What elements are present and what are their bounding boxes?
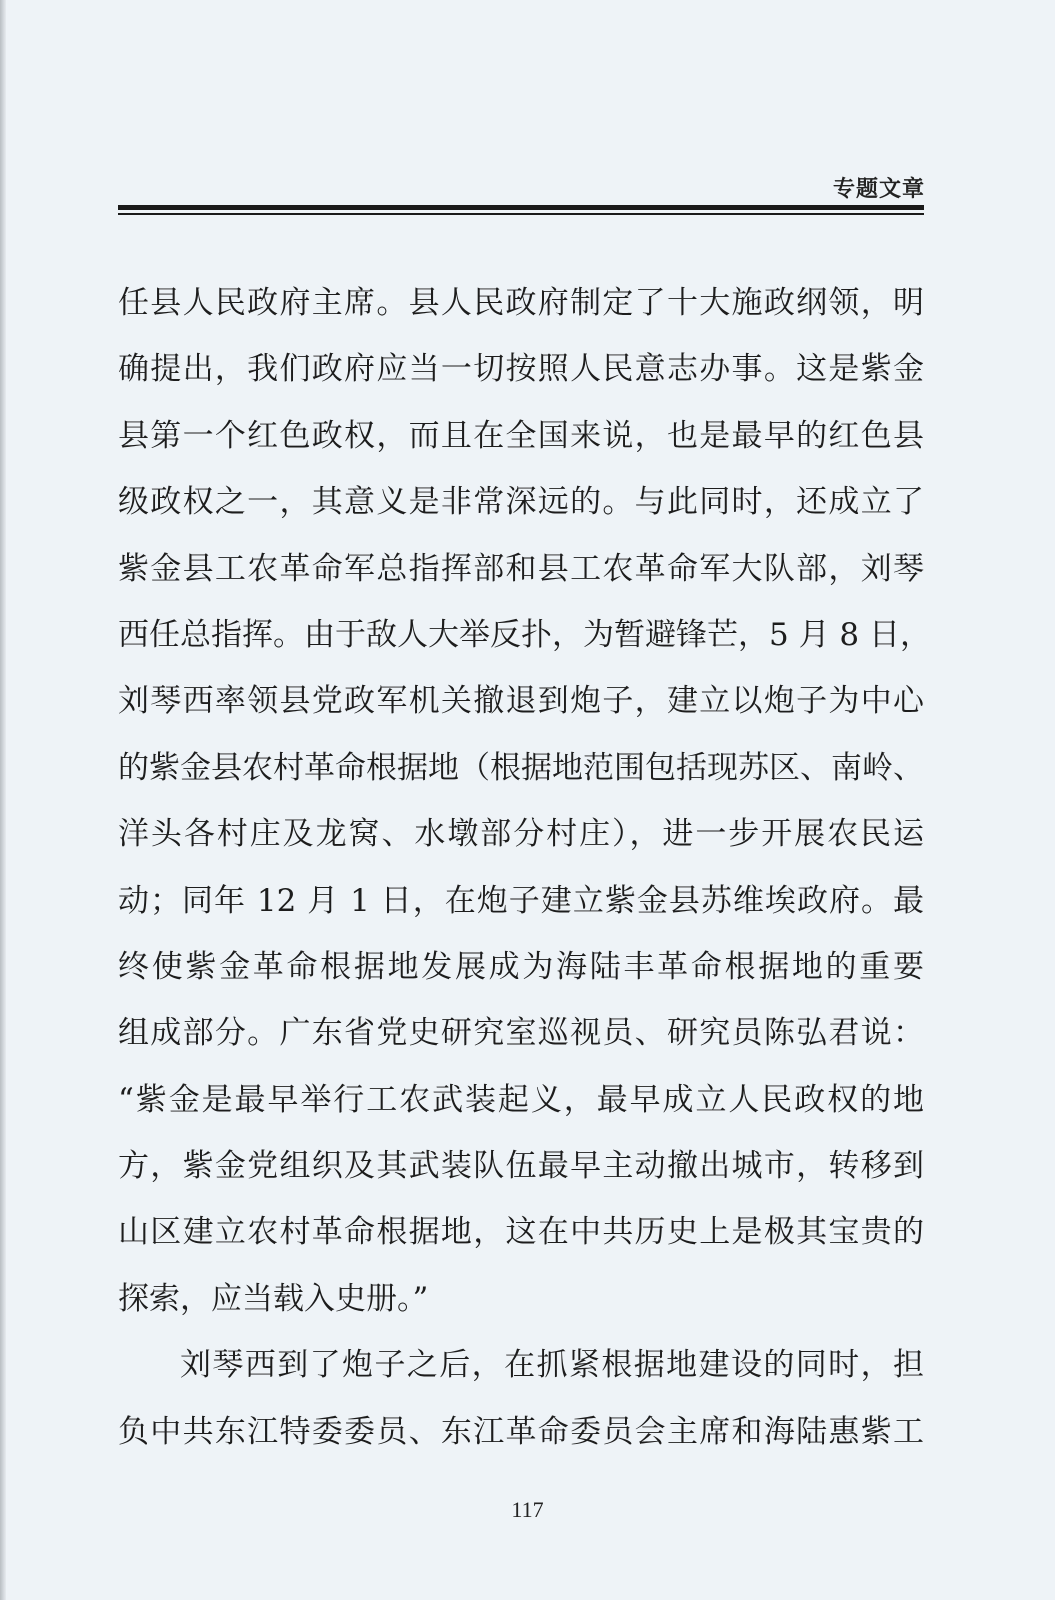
body-text [118, 283, 932, 1478]
text-line: 组成部分。广东省党史研究室巡视员、研究员陈弘君说： [118, 1015, 924, 1052]
text-line: 刘琴西率领县党政军机关撤退到炮子，建立以炮子为中心 [118, 683, 924, 720]
text-line: 负中共东江特委委员、东江革命委员会主席和海陆惠紫工 [118, 1413, 924, 1450]
section-header-title: 专题文章 [832, 177, 925, 202]
text-line: 县第一个红色政权，而且在全国来说，也是最早的红色县 [118, 417, 924, 454]
page-number: 117 [511, 1497, 544, 1522]
header-rule-thick [118, 205, 924, 210]
header-rule-thin [118, 213, 924, 215]
page-edge-shadow [0, 0, 6, 1600]
text-line: 刘琴西到了炮子之后，在抓紧根据地建设的同时，担 [180, 1347, 924, 1384]
text-line: 西任总指挥。由于敌人大举反扑，为暂避锋芒，5 月 8 日， [118, 616, 932, 653]
text-line: 紫金县工农革命军总指挥部和县工农革命军大队部，刘琴 [118, 550, 924, 587]
text-line: 方，紫金党组织及其武装队伍最早主动撤出城市，转移到 [118, 1148, 924, 1185]
paragraph-1 [118, 283, 932, 1345]
text-line: 级政权之一，其意义是非常深远的。与此同时，还成立了 [118, 484, 924, 521]
text-line: 终使紫金革命根据地发展成为海陆丰革命根据地的重要 [118, 948, 924, 985]
text-line: 确提出，我们政府应当一切按照人民意志办事。这是紫金 [118, 351, 924, 388]
text-line: 的紫金县农村革命根据地（根据地范围包括现苏区、南岭、 [118, 749, 924, 786]
paragraph-2 [118, 1345, 924, 1478]
text-line: 动；同年 12 月 1 日，在炮子建立紫金县苏维埃政府。最 [118, 882, 924, 919]
text-line: 任县人民政府主席。县人民政府制定了十大施政纲领，明 [118, 285, 924, 321]
text-line: “紫金是最早举行工农武装起义，最早成立人民政权的地 [118, 1081, 924, 1118]
text-line: 探索，应当载入史册。” [118, 1280, 429, 1317]
text-line: 山区建立农村革命根据地，这在中共历史上是极其宝贵的 [118, 1214, 924, 1251]
text-line: 洋头各村庄及龙窝、水墩部分村庄），进一步开展农民运 [118, 816, 924, 853]
